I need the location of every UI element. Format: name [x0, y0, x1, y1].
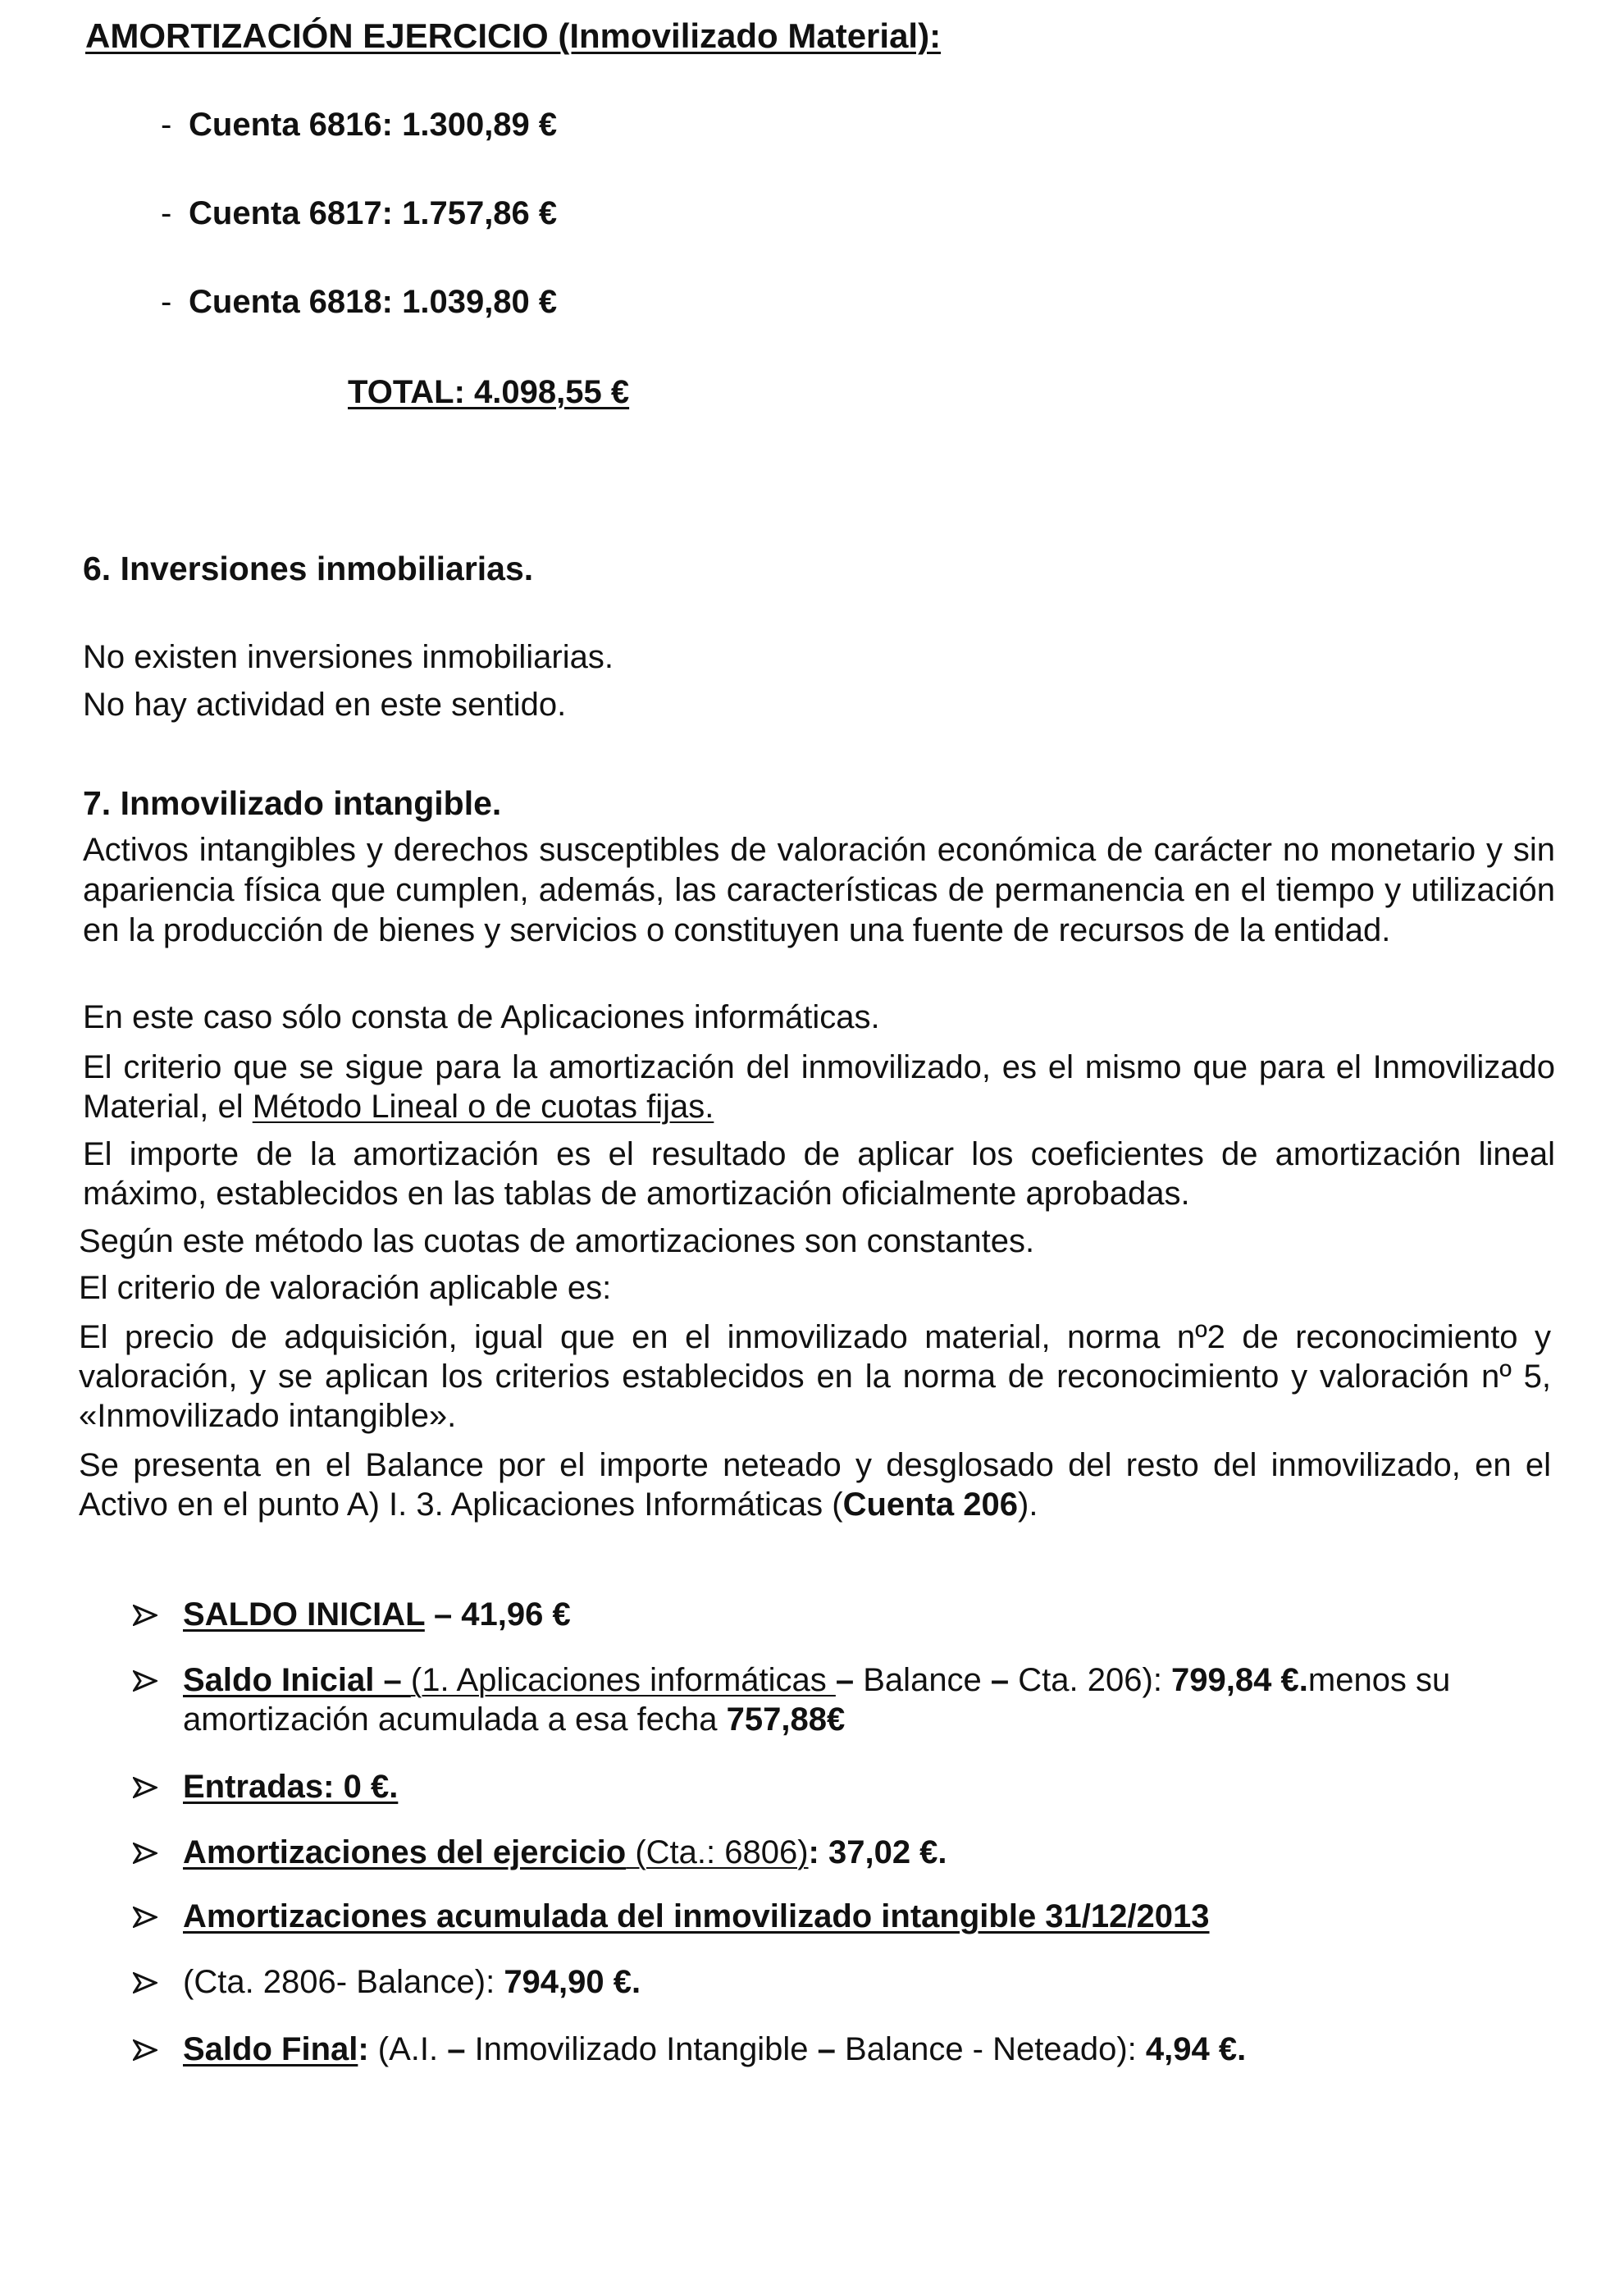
saldo-inicial-value: – 41,96 €	[424, 1596, 571, 1633]
cuenta-6818-text: Cuenta 6818: 1.039,80 €	[189, 284, 558, 320]
section-7-paragraph-definition: Activos intangibles y derechos susceptibles de valoración económica de carácter no monetario y sin apariencia física que cumplen, además, las características de permanencia en el tiempo y utilización en la producción de bienes y servicios o constituyen una fuente de recursos de la entidad.	[83, 832, 1555, 948]
cta-6806-text: (Cta.: 6806)	[626, 1834, 809, 1870]
cta-2806-value: 794,90 €.	[504, 1964, 641, 2000]
balance-word: Balance	[854, 1662, 991, 1698]
inmovilizado-intangible-text: Inmovilizado Intangible	[465, 2031, 818, 2067]
balance-text: Se presenta en el Balance por el importe neteado y desglosado del resto del inmovilizado, en el Activo en el punto A) I. 3. Aplicaciones Informáticas (	[79, 1447, 1551, 1523]
en-dash: –	[835, 1662, 855, 1698]
list-dash: -	[161, 107, 172, 143]
arrow-bullet-icon	[131, 1897, 164, 1936]
section-6-line-2: No hay actividad en este sentido.	[83, 687, 567, 723]
cuenta-6816-item	[161, 107, 557, 144]
section-7-paragraph-precio: El precio de adquisición, igual que en el inmovilizado material, norma nº2 de reconocimiento y valoración, y se aplican los criterios establecidos en la norma de reconocimiento y valoración nº 5, «Inmovilizado intangible».	[79, 1319, 1551, 1434]
cuenta-6817-item	[161, 195, 557, 232]
saldo-inicial-detalle-label: Saldo Inicial –	[183, 1662, 411, 1698]
metodo-lineal-text: Método Lineal o de cuotas fijas.	[252, 1089, 714, 1125]
amortizaciones-acumulada-label: Amortizaciones acumulada del inmovilizado intangible 31/12/2013	[183, 1898, 1210, 1934]
section-6-heading: 6. Inversiones inmobiliarias.	[83, 550, 534, 587]
list-dash: -	[161, 195, 172, 231]
saldo-final-value: 4,94 €.	[1145, 2031, 1247, 2067]
section-6-line-1: No existen inversiones inmobiliarias.	[83, 639, 614, 675]
amortizaciones-ejercicio-value: : 37,02 €.	[808, 1834, 947, 1870]
en-dash: –	[817, 2031, 836, 2067]
section-7-paragraph-balance	[79, 1445, 1551, 1524]
amortizacion-acumulada-value: 757,88€	[726, 1701, 846, 1738]
saldo-inicial-bruto-value: 799,84 €.	[1171, 1662, 1308, 1698]
criterio-text: El criterio que se sigue para la amortización del inmovilizado, es el mismo que para el Inmovilizado Material, el	[83, 1049, 1555, 1125]
balance-text-end: ).	[1018, 1487, 1038, 1523]
cuenta-6817-text: Cuenta 6817: 1.757,86 €	[189, 195, 558, 231]
section-7-paragraph-importe: El importe de la amortización es el resultado de aplicar los coeficientes de amortización lineal máximo, establecidos en las tablas de amortización oficialmente aprobadas.	[83, 1136, 1555, 1212]
saldo-final-colon: :	[358, 2031, 369, 2067]
arrow-bullet-icon	[131, 1767, 164, 1806]
list-dash: -	[161, 284, 172, 320]
amortizaciones-ejercicio-label: Amortizaciones del ejercicio	[183, 1834, 627, 1870]
arrow-bullet-icon	[131, 1660, 164, 1700]
arrow-bullet-icon	[131, 1962, 164, 2002]
cta-206-text: Cta. 206):	[1009, 1662, 1172, 1698]
cta-2806-text: (Cta. 2806- Balance):	[183, 1964, 504, 2000]
section-7-paragraph-aplicaciones: En este caso sólo consta de Aplicaciones informáticas.	[83, 999, 880, 1035]
total-amortizacion: TOTAL: 4.098,55 €	[348, 374, 630, 410]
cuenta-206-text: Cuenta 206	[842, 1487, 1019, 1523]
section-7-paragraph-criterio	[83, 1048, 1555, 1126]
cuenta-6816-text: Cuenta 6816: 1.300,89 €	[189, 107, 558, 143]
amortizacion-acumulada-text: amortización acumulada a esa fecha	[183, 1701, 727, 1738]
saldo-final-label: Saldo Final	[183, 2031, 358, 2067]
entradas-label: Entradas: 0 €.	[183, 1769, 399, 1805]
section-7-paragraph-constantes: Según este método las cuotas de amortizaciones son constantes.	[79, 1223, 1035, 1259]
en-dash: –	[990, 1662, 1010, 1698]
cuenta-6818-item	[161, 284, 557, 321]
saldo-inicial-label: SALDO INICIAL	[183, 1596, 425, 1633]
arrow-bullet-icon	[131, 2030, 164, 2069]
en-dash: –	[447, 2031, 466, 2067]
saldo-inicial-paren: (1. Aplicaciones informáticas	[410, 1662, 836, 1698]
arrow-bullet-icon	[131, 1595, 164, 1634]
balance-neteado-text: Balance - Neteado):	[835, 2031, 1146, 2067]
amortizacion-title: AMORTIZACIÓN EJERCICIO (Inmovilizado Material):	[85, 16, 942, 55]
menos-su-text: menos su	[1307, 1662, 1451, 1698]
arrow-bullet-icon	[131, 1833, 164, 1872]
ai-text: (A.I.	[368, 2031, 448, 2067]
section-7-heading: 7. Inmovilizado intangible.	[83, 784, 502, 822]
section-7-paragraph-valoracion: El criterio de valoración aplicable es:	[79, 1270, 612, 1306]
